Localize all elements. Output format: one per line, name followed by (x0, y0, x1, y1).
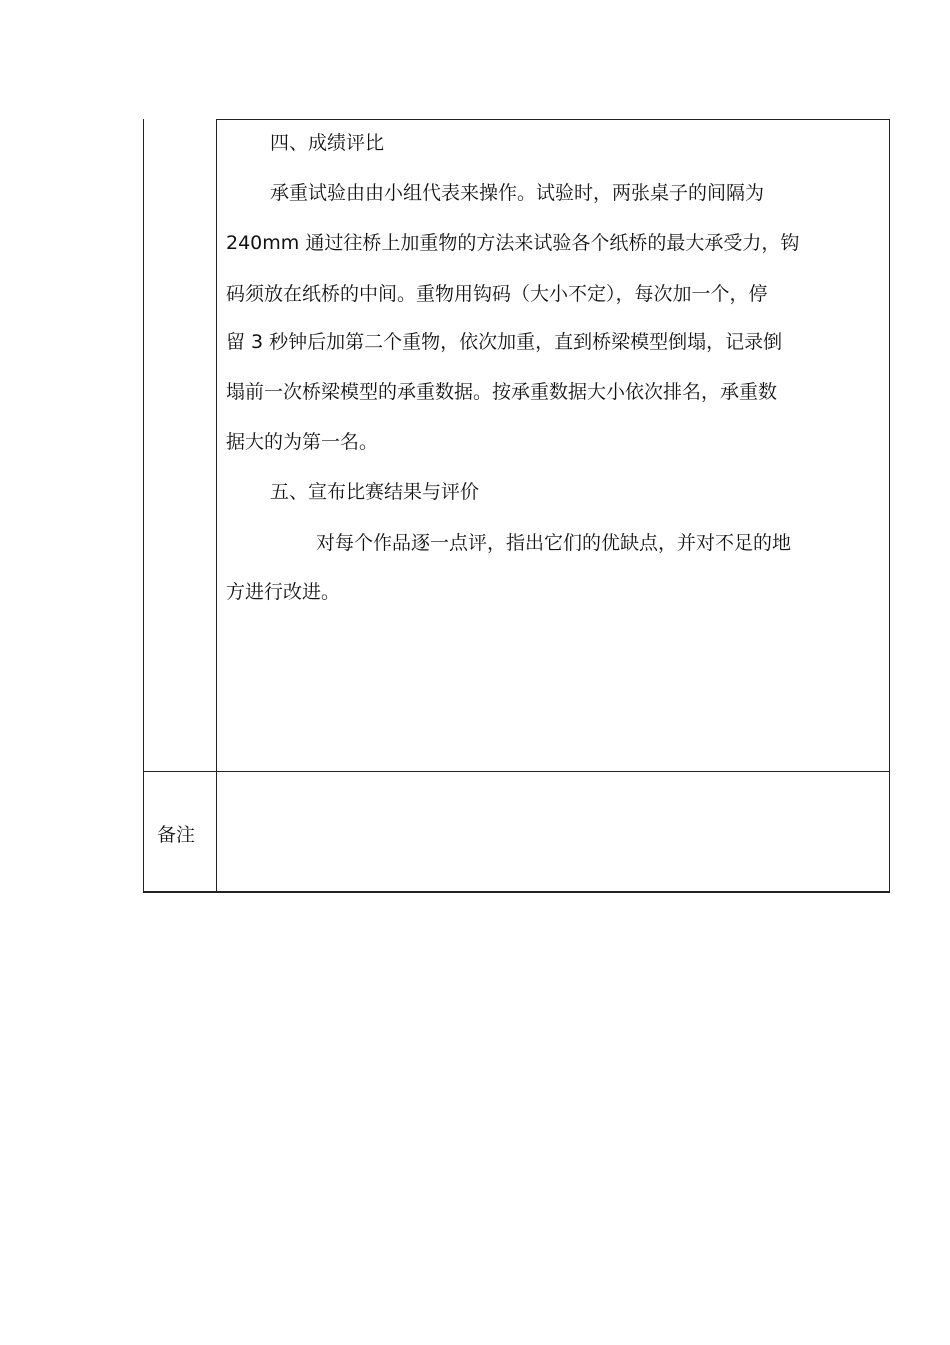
table-border-left (143, 119, 144, 893)
section-4-line-3: 码须放在纸桥的中间。重物用钩码（大小不定），每次加一个，停 (226, 283, 768, 305)
section-4-line-6: 据大的为第一名。 (226, 431, 379, 453)
remarks-label: 备注 (157, 824, 196, 846)
section-5-line-2: 方进行改进。 (226, 581, 341, 603)
table-border-top (216, 119, 890, 120)
section-4-line-1: 承重试验由由小组代表来操作。试验时，两张桌子的间隔为 (270, 182, 765, 204)
section-5-heading: 五、宣布比赛结果与评价 (270, 481, 480, 503)
section-4-line-5: 塌前一次桥梁模型的承重数据。按承重数据大小依次排名，承重数 (226, 381, 778, 403)
section-4-line-2: 240mm 通过往桥上加重物的方法来试验各个纸桥的最大承受力，钩 (226, 232, 800, 254)
table-row-separator (143, 771, 890, 772)
table-border-bottom (143, 891, 890, 893)
section-4-line-4: 留 3 秒钟后加第二个重物，依次加重，直到桥梁模型倒塌，记录倒 (226, 331, 783, 353)
table-border-divider (216, 119, 217, 893)
table-border-right (889, 119, 890, 893)
section-5-line-1: 对每个作品逐一点评，指出它们的优缺点，并对不足的地 (316, 532, 792, 554)
section-4-heading: 四、成绩评比 (270, 132, 385, 154)
